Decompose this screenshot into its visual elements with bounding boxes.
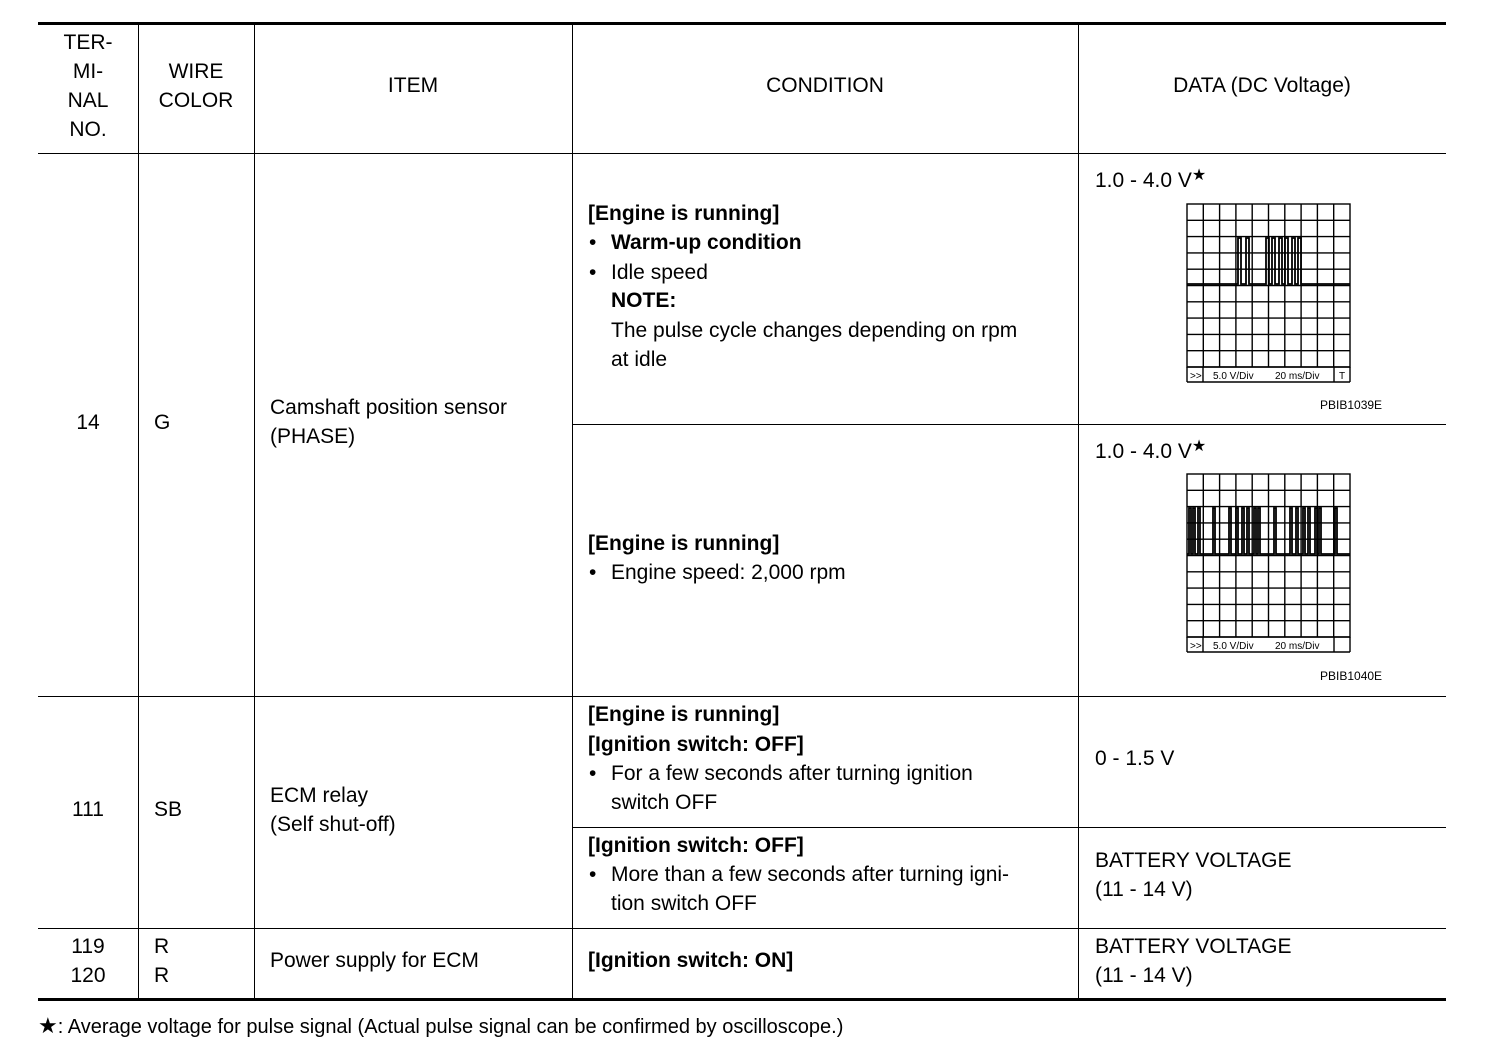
condition-title: [Engine is running] <box>588 202 780 225</box>
condition-bullet: Engine speed: 2,000 rpm <box>611 561 846 584</box>
star-icon: ★ <box>1191 438 1207 455</box>
footnote-text: : Average voltage for pulse signal (Actual pulse signal can be confirmed by oscilloscope.) <box>57 1016 844 1038</box>
star-icon: ★ <box>38 1013 58 1038</box>
data-value: 0 - 1.5 V <box>1095 747 1175 770</box>
row-111-bottom-border <box>38 928 1446 929</box>
terminal-number: 111 <box>72 798 104 821</box>
condition-bullet: switch OFF <box>611 791 718 814</box>
note-text: at idle <box>611 348 668 371</box>
terminal-number: 14 <box>76 411 100 434</box>
header-bottom-border <box>38 153 1446 154</box>
wire-color: G <box>154 411 171 434</box>
condition-bullet: Warm-up condition <box>611 231 802 254</box>
header-condition: CONDITION <box>766 74 884 97</box>
oscilloscope-waveform <box>1184 202 1354 384</box>
footnote <box>38 1012 843 1041</box>
svg-text:20 ms/Div: 20 ms/Div <box>1275 641 1320 652</box>
figure-code: PBIB1040E <box>1320 669 1383 683</box>
condition-bullet: tion switch OFF <box>611 892 757 915</box>
header-data: DATA (DC Voltage) <box>1173 74 1351 97</box>
col-divider-4 <box>1078 23 1079 999</box>
condition-title: [Ignition switch: OFF] <box>588 733 804 756</box>
oscilloscope-waveform <box>1184 472 1354 654</box>
data-value: BATTERY VOLTAGE (11 - 14 V) <box>1095 849 1292 901</box>
condition-title: [Ignition switch: OFF] <box>588 834 804 857</box>
item-label: Camshaft position sensor (PHASE) <box>270 396 507 448</box>
header-wire-color: WIRE COLOR <box>158 60 234 112</box>
table-top-border <box>38 22 1446 25</box>
star-icon: ★ <box>1191 167 1207 184</box>
col-divider-2 <box>254 23 255 999</box>
svg-text:>>: >> <box>1190 371 1202 382</box>
bullet-icon: • <box>589 762 597 785</box>
col-divider-3 <box>572 23 573 999</box>
note-text: The pulse cycle changes depending on rpm <box>611 319 1018 342</box>
row-14-sub-divider <box>572 424 1446 425</box>
condition-bullet: For a few seconds after turning ignition <box>611 762 973 785</box>
data-value: 1.0 - 4.0 V★ <box>1095 167 1207 192</box>
svg-text:5.0 V/Div: 5.0 V/Div <box>1213 371 1254 382</box>
condition-title: [Engine is running] <box>588 532 780 555</box>
bullet-icon: • <box>589 561 597 584</box>
svg-text:T: T <box>1339 371 1346 382</box>
bullet-icon: • <box>589 231 597 254</box>
item-label: Power supply for ECM <box>270 949 479 972</box>
row-14-bottom-border <box>38 696 1446 697</box>
table-bottom-border <box>38 998 1446 1001</box>
svg-text:20 ms/Div: 20 ms/Div <box>1275 371 1320 382</box>
row-111-sub-divider <box>572 827 1446 828</box>
condition-title: [Ignition switch: ON] <box>588 949 794 972</box>
condition-bullet: More than a few seconds after turning igni- <box>611 863 1010 886</box>
svg-text:>>: >> <box>1190 641 1202 652</box>
wire-color: SB <box>154 798 183 821</box>
condition-bullet: Idle speed <box>611 261 708 284</box>
bullet-icon: • <box>589 863 597 886</box>
data-value: 1.0 - 4.0 V★ <box>1095 438 1207 463</box>
condition-title: [Engine is running] <box>588 703 780 726</box>
svg-text:5.0 V/Div: 5.0 V/Div <box>1213 641 1254 652</box>
header-terminal: TER- MI- NAL NO. <box>63 31 113 141</box>
bullet-icon: • <box>589 261 597 284</box>
wire-color: R R <box>154 935 170 987</box>
data-value: BATTERY VOLTAGE (11 - 14 V) <box>1095 935 1292 987</box>
figure-code: PBIB1039E <box>1320 398 1383 412</box>
note-label: NOTE: <box>611 289 677 312</box>
col-divider-1 <box>138 23 139 999</box>
terminal-number: 119 120 <box>70 935 106 987</box>
item-label: ECM relay (Self shut-off) <box>270 784 396 836</box>
header-item: ITEM <box>387 74 439 97</box>
